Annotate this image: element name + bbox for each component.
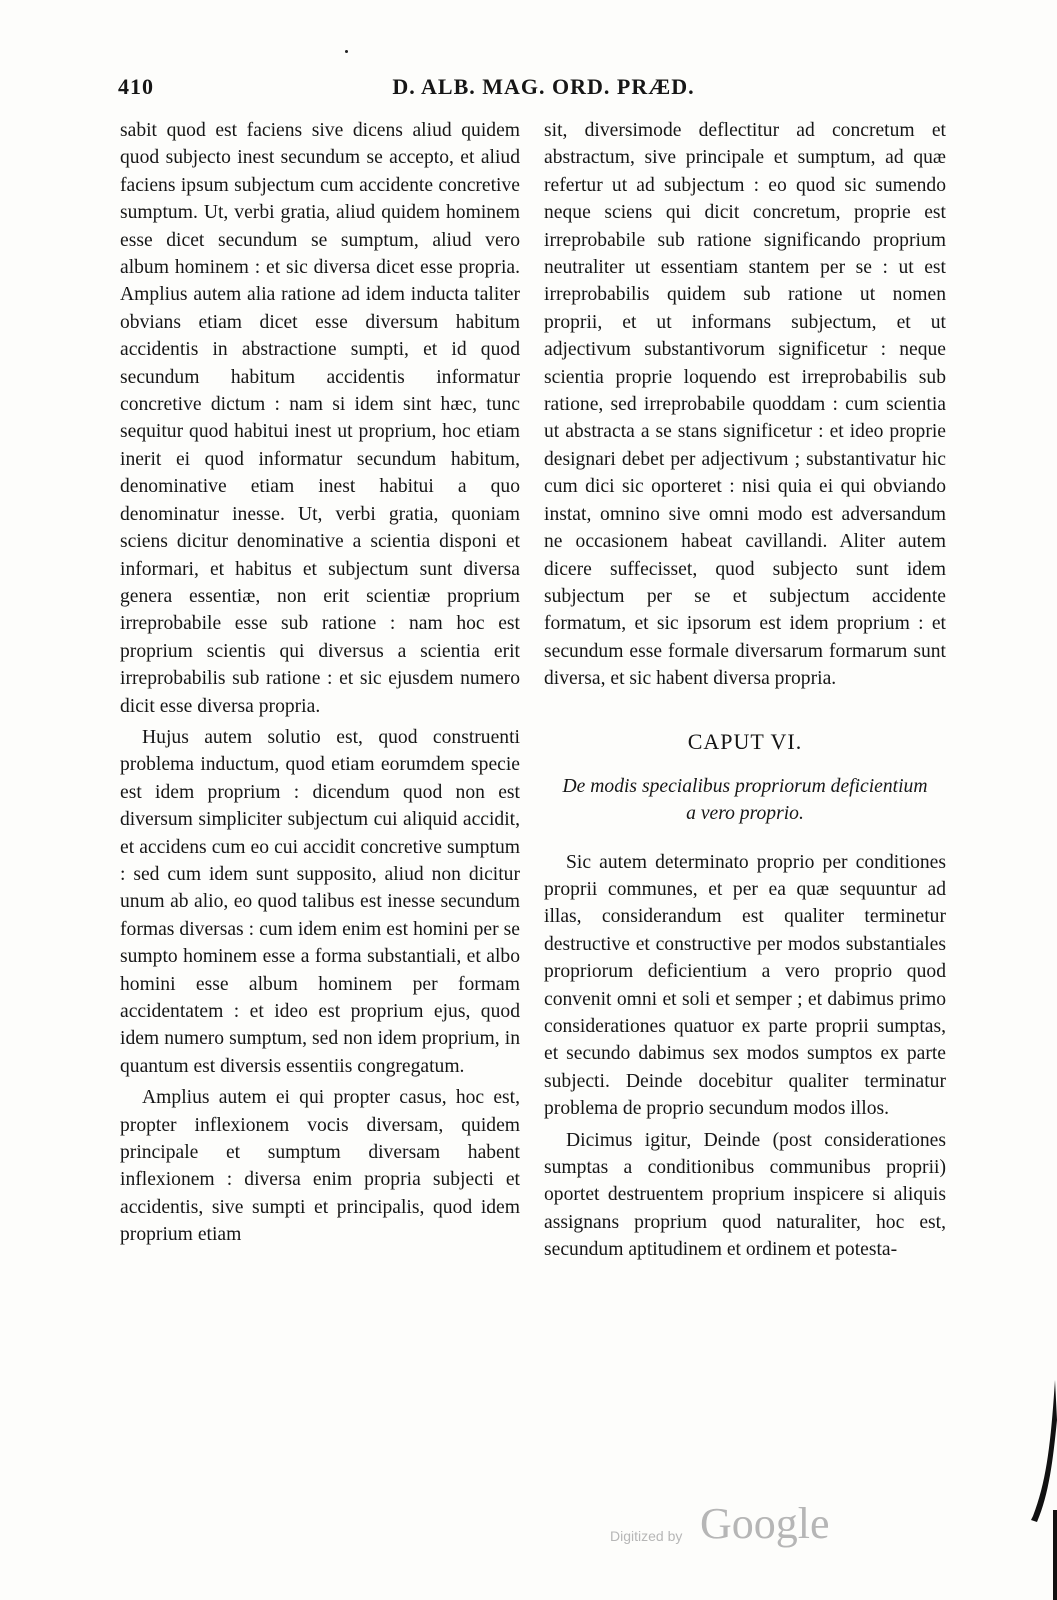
chapter-heading: CAPUT VI. (687, 728, 803, 754)
page-number: 410 (118, 74, 154, 99)
paragraph: Dicimus igitur, Deinde (post considerationes sumptas a conditionibus communibus proprii) oportet destruentem proprium inspicere si aliquis assignans proprium quod naturaliter, hoc est, secundum aptitudinem et ordinem et potesta- (544, 1129, 946, 1261)
watermark-caption: Digitized by (610, 1528, 683, 1544)
running-title: D. ALB. MAG. ORD. PRÆD. (392, 74, 695, 99)
digitized-watermark (610, 1498, 870, 1554)
print-speck (345, 50, 348, 53)
paragraph: Amplius autem ei qui propter casus, hoc est, propter inflexionem vocis diversam, quidem principale et sumptum diversam habent inflexionem : diversa enim propria subjecti et accidentis, sive sumpti et principalis, quod idem proprium etiam (120, 1087, 520, 1246)
paragraph: sabit quod est faciens sive dicens aliud quidem quod subjecto inest secundum se accepto, et aliud faciens ipsum subjectum cum accidente concretive sumptum. Ut, verbi gratia, aliud quidem hominem esse dicet secundum se sumptum, aliud vero album hominem : et sic diversa dicet esse propria. Amplius autem alia ratione ad idem inducta taliter obvians etiam dicet esse diversum habitum accidentis in abstractione sumpti, et id quod secundum habitum accidentis informatur concretive dictum : nam si idem sint hæc, tunc sequitur quod habitui inest ut proprium, hoc etiam inerit ei quod informatur secundum habitum, denominative etiam inest habitui a quo denominatur inesse. Ut, verbi gratia, quoniam sciens dicitur denominative a scientia disponi et informari, et habitus et subjectum sunt diversa genera essentiæ, non erit scientiæ proprium irreprobabile esse sub ratione : nam hoc est proprium scientis qui diversus a scientia erit irreprobabilis sub ratione : et sic ejusdem numero dicit esse diversa propria. (120, 120, 520, 717)
google-logo: Google (700, 1499, 830, 1548)
chapter-subtitle: De modis specialibus propriorum deficientium a vero proprio. (562, 775, 928, 824)
page-edge-mark (1027, 0, 1057, 1600)
right-column (544, 117, 946, 1264)
paragraph: sit, diversimode deflectitur ad concretum et abstractum, sive principale et sumptum, ad quæ refertur ut ad subjectum : eo quod sic sumendo neque sciens qui dicit concretum, proprie est irreprobabile sub ratione significando proprium neutraliter ut essentiam stantem per se : ut est irreprobabilis quidem sub ratione ut nomen proprii, et ut informans subjectum, et ut adjectivum substantivorum significetur : neque scientia proprie loquendo est irreprobabilis sub ratione, sed irreprobabile quoddam : cum scientia ut abstracta a se stans significetur : et ideo proprie designari debet per adjectivum ; substantivatur hic cum dici sic oporteret : nisi quia ei qui obviando instat, omnino sive omni modo est adversandum ne occasionem habeat cavillandi. Aliter autem dicere suffecisset, quod subjecto sunt idem subjectum per se et subjectum accidente formatum, et sic ipsorum est idem proprium : et secundum esse formale diversarum formarum sunt diversa, et sic habent diversa propria. (544, 120, 946, 690)
running-head (0, 74, 1057, 106)
paragraph: Sic autem determinato proprio per conditiones proprii communes, et per ea quæ sequuntur ad illas, considerandum est qualiter terminetur destructive et constructive per modos substantiales propriorum deficientium a vero proprio quod convenit omni et soli et semper ; et dabimus primo considerationes quatuor ex parte proprii sumptas, et secundo dabimus sex modos sumptos ex parte subjecti. Deinde docebitur qualiter terminatur problema de proprio secundum modos illos. (544, 851, 946, 1120)
paragraph: Hujus autem solutio est, quod construenti problema inductum, quod etiam eorumdem specie est idem proprium : dicendum quod non est diversum simpliciter subjectum cui aliquid accidit, et accidens cum eo cui accidit concretive sumptum : sed cum idem sunt supposito, aliud non dicitur unum ab alio, eo quod talibus est inesse secundum formas diversas : cum idem enim est homini per se sumpto hominem esse a forma substantiali, et albo homini esse album hominem per formam accidentatem : et ideo est proprium ejus, quod idem numero sumptum, sed non idem proprium, in quantum est diversis essentiis congregatum. (120, 726, 520, 1077)
left-column (120, 117, 520, 1249)
